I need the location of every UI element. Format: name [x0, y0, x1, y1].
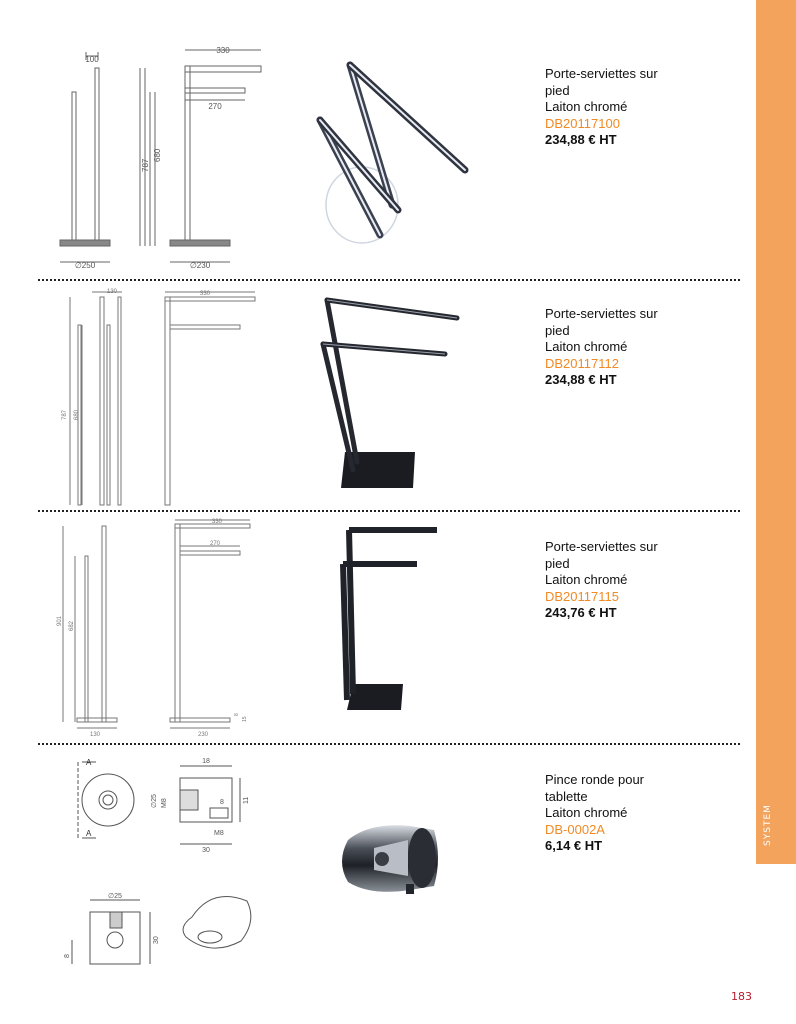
- side-tab-label: [761, 800, 791, 856]
- dim-230: 230: [197, 732, 209, 738]
- product-name-line1: Porte-serviettes sur: [545, 306, 658, 321]
- dim-100: 100: [85, 55, 99, 64]
- dim-m8-b: M8: [214, 830, 224, 837]
- dim-30: 30: [202, 847, 210, 854]
- dim-d25: ∅25: [151, 794, 158, 808]
- dim-330: 330: [199, 291, 211, 297]
- product-material: Laiton chromé: [545, 99, 628, 114]
- dim-680: 680: [74, 409, 80, 420]
- product-photo-1: [300, 55, 480, 250]
- product-info-3: [545, 539, 745, 622]
- product-reference: DB20117100: [545, 115, 620, 131]
- dim-270: 270: [209, 541, 221, 547]
- dim-130: 130: [106, 289, 118, 295]
- product-name-line2: pied: [545, 322, 570, 338]
- page-number: 183: [731, 990, 752, 1003]
- dim-8: 8: [234, 713, 240, 716]
- dim-330: 330: [211, 519, 223, 525]
- product-price: 243,76 € HT: [545, 605, 617, 620]
- dim-d25-b: ∅25: [108, 893, 122, 900]
- product-material: Laiton chromé: [545, 572, 628, 587]
- side-tab: [756, 0, 796, 864]
- technical-drawing-4: [60, 752, 270, 982]
- product-name-line1: Porte-serviettes sur: [545, 66, 658, 81]
- dim-682: 682: [69, 620, 75, 631]
- dim-m8-a: M8: [161, 798, 168, 808]
- product-photo-4: [330, 820, 450, 905]
- product-name-line2: tablette: [545, 788, 588, 804]
- technical-drawing-3: [55, 516, 265, 741]
- product-material: Laiton chromé: [545, 339, 628, 354]
- technical-drawing-2: [55, 285, 265, 510]
- dim-8-b: 8: [64, 954, 71, 958]
- dim-15: 15: [242, 716, 248, 722]
- product-price: 234,88 € HT: [545, 132, 617, 147]
- dim-330: 330: [216, 46, 230, 55]
- dim-18: 18: [202, 758, 210, 765]
- product-info-2: [545, 306, 745, 389]
- dim-130: 130: [89, 732, 101, 738]
- divider: [38, 743, 740, 745]
- product-photo-3: [335, 524, 445, 714]
- dim-8: 8: [220, 799, 224, 806]
- product-price: 234,88 € HT: [545, 372, 617, 387]
- product-photo-2: [315, 292, 465, 492]
- product-name-line1: Porte-serviettes sur: [545, 539, 658, 554]
- product-reference: DB-0002A: [545, 821, 605, 837]
- dim-787: 787: [62, 409, 68, 420]
- product-name-line1: Pince ronde pour: [545, 772, 645, 787]
- product-info-1: [545, 66, 745, 149]
- product-name-line2: pied: [545, 555, 570, 571]
- product-name-line2: pied: [545, 82, 570, 98]
- product-material: Laiton chromé: [545, 805, 628, 820]
- dim-base-right: ∅230: [189, 261, 211, 270]
- product-reference: DB20117115: [545, 588, 619, 604]
- side-tab-text: SYSTEM: [762, 804, 773, 846]
- divider: [38, 510, 740, 512]
- dim-787: 787: [141, 158, 150, 172]
- product-info-4: [545, 772, 745, 855]
- dim-11: 11: [243, 796, 250, 804]
- product-reference: DB20117112: [545, 355, 619, 371]
- divider: [38, 279, 740, 281]
- dim-30-b: 30: [153, 936, 160, 944]
- dim-680: 680: [153, 148, 162, 162]
- technical-drawing-1: [40, 42, 290, 272]
- dim-901: 901: [57, 615, 63, 626]
- dim-270: 270: [208, 102, 222, 111]
- dim-base-left: ∅250: [74, 261, 96, 270]
- section-a-top: A: [86, 758, 92, 767]
- product-price: 6,14 € HT: [545, 838, 603, 853]
- section-a-bottom: A: [86, 829, 92, 838]
